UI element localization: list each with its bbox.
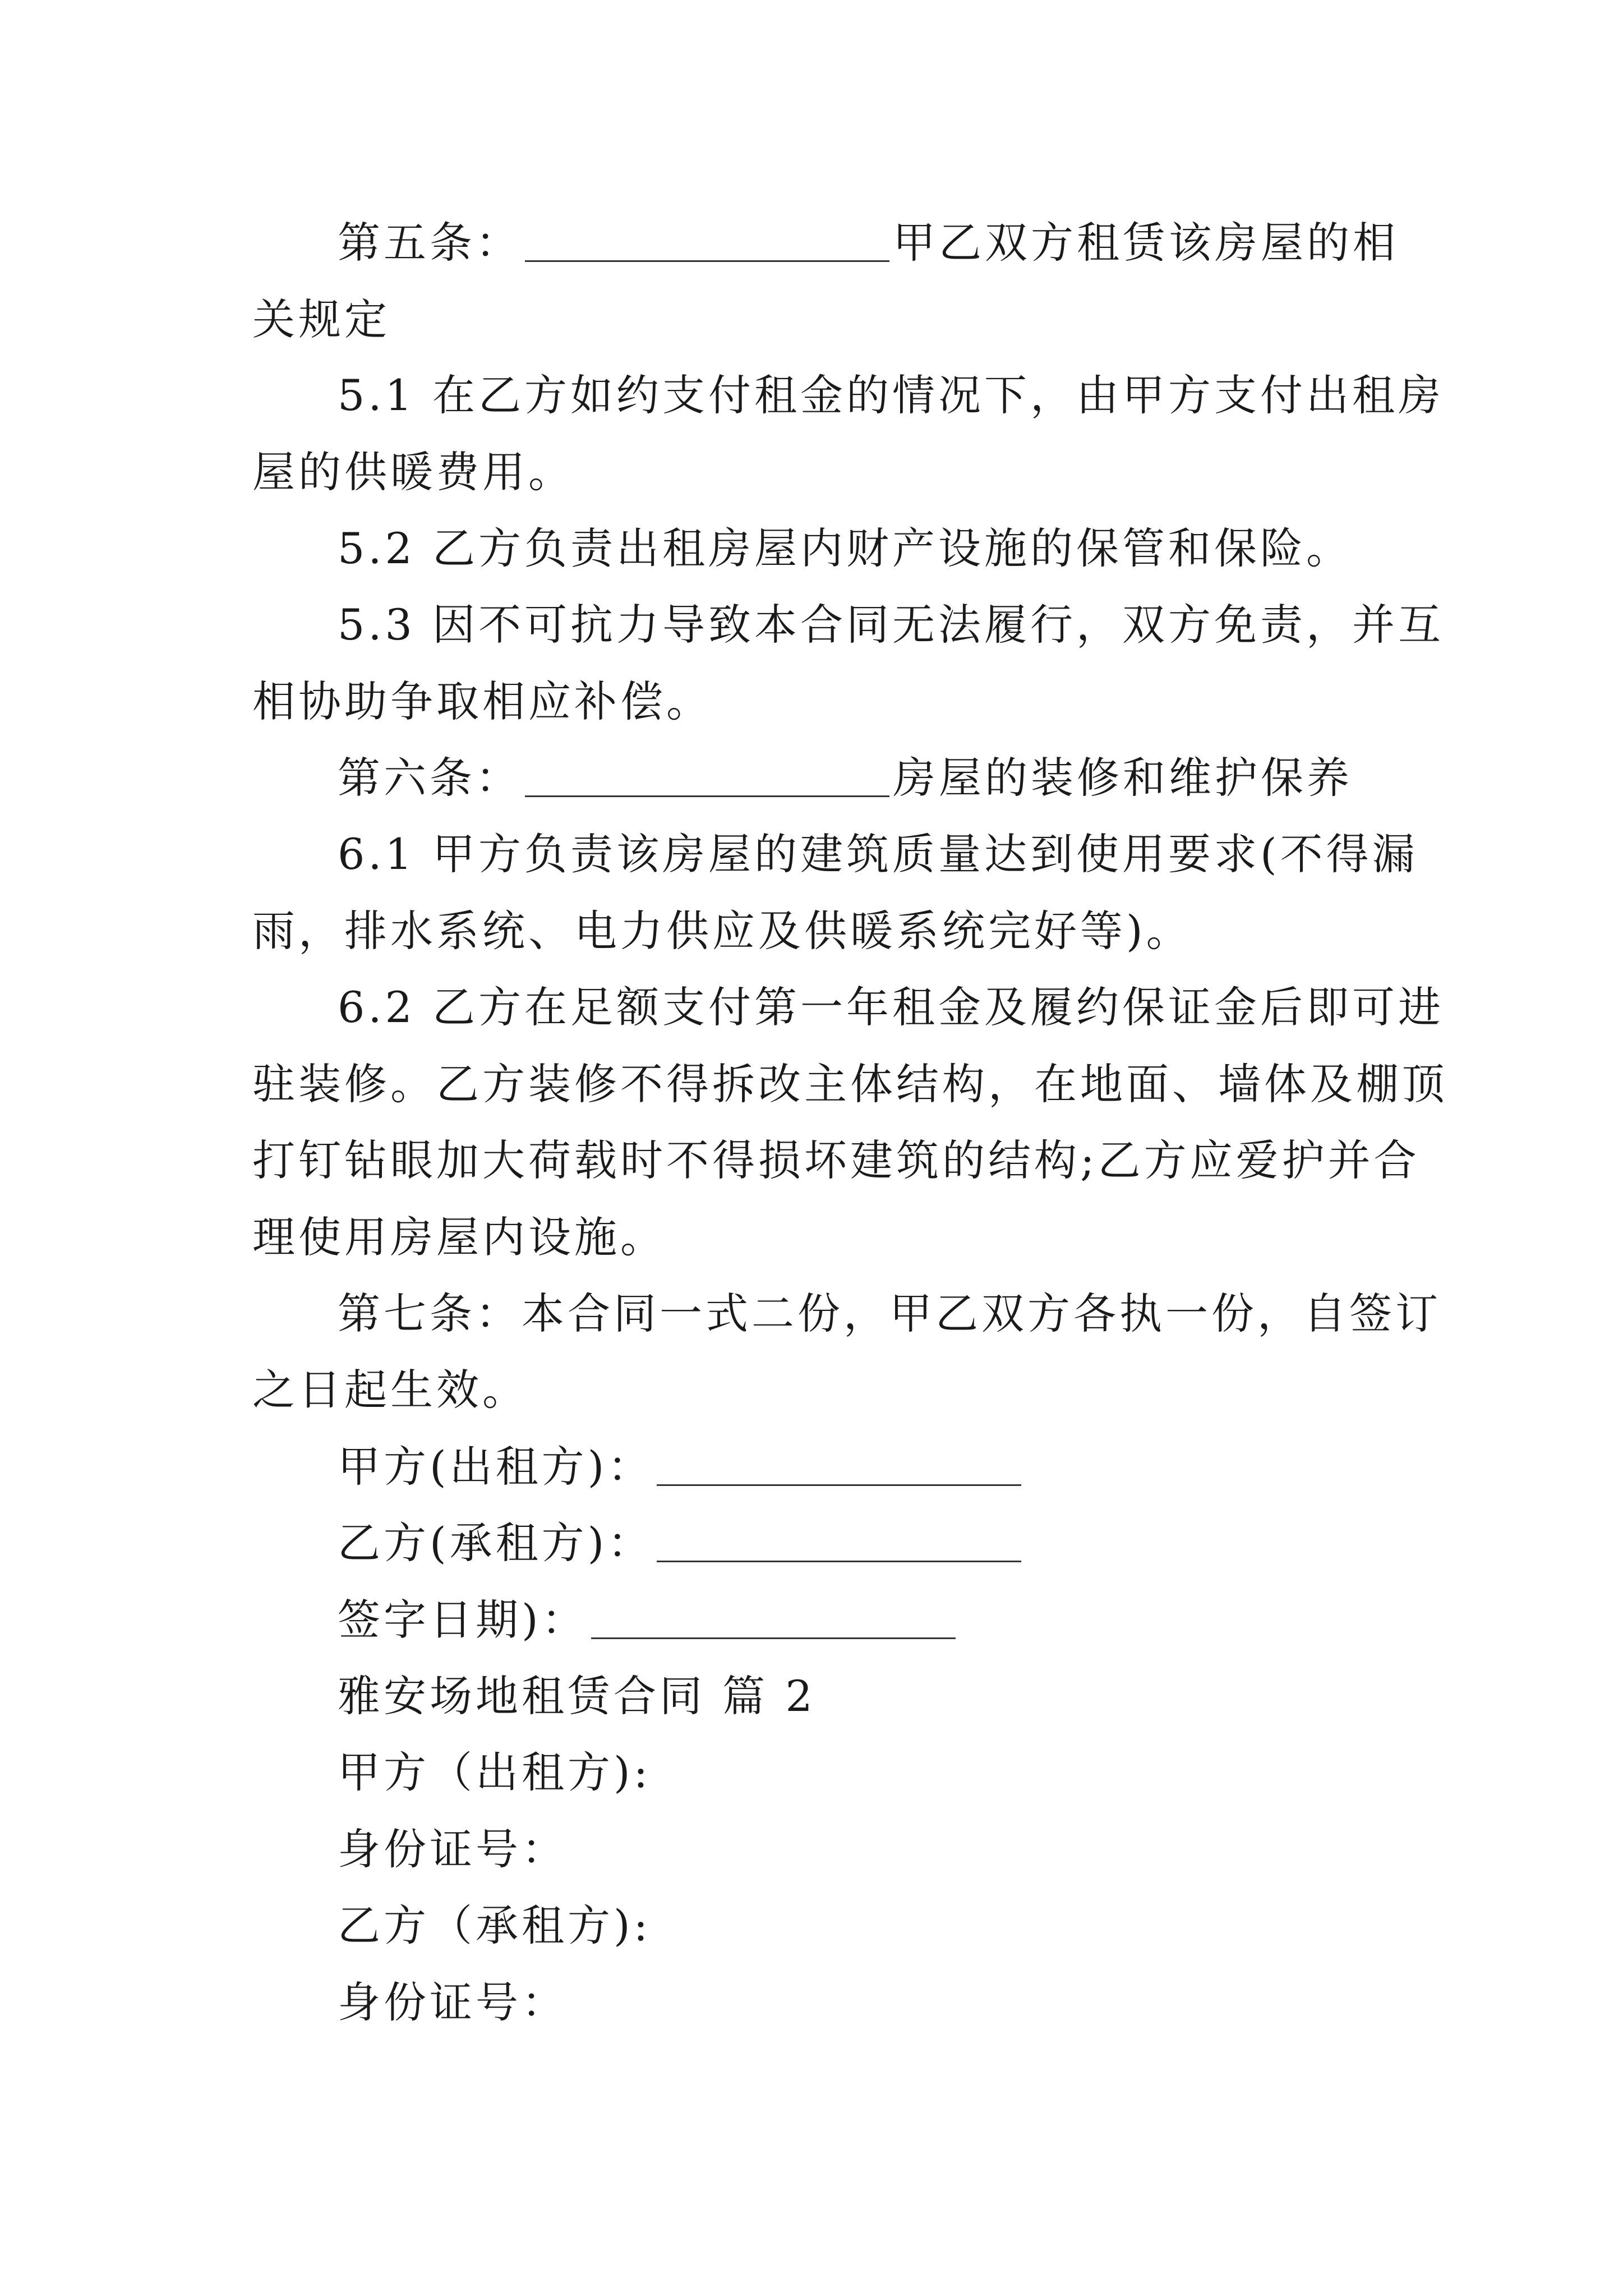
article5-p3-line2: 相协助争取相应补偿。 (252, 677, 712, 726)
article6-p2-line1: 6.2 乙方在足额支付第一年租金及履约保证金后即可进 (338, 982, 1445, 1032)
article6-p1-line2: 雨，排水系统、电力供应及供暖系统完好等)。 (252, 906, 1192, 956)
article5-title: 甲乙双方租赁该房屋的相 (893, 218, 1399, 268)
article6-label: 第六条： (338, 753, 522, 803)
party-b-blank (657, 1521, 1021, 1562)
article6-title: 房屋的装修和维护保养 (893, 753, 1353, 803)
signature-party-a (338, 1439, 1385, 1495)
article5-label: 第五条： (338, 218, 522, 268)
article6-p2-line3: 打钉钻眼加大荷载时不得损坏建筑的结构;乙方应爱护并合 (252, 1135, 1420, 1185)
article6-p2-line4: 理使用房屋内设施。 (252, 1212, 666, 1262)
party-a-blank (657, 1445, 1021, 1486)
article5-p1-line1: 5.1 在乙方如约支付租金的情况下，由甲方支付出租房 (338, 370, 1445, 420)
party-a-label: 甲方(出租方)： (338, 1442, 654, 1492)
party-b-label: 乙方(承租方)： (338, 1518, 654, 1568)
article7-line2: 之日起生效。 (252, 1365, 528, 1415)
article5-p3-line1: 5.3 因不可抗力导致本合同无法履行，双方免责，并互 (338, 600, 1445, 650)
section2-party-a: 甲方（出租方): (338, 1747, 652, 1797)
article5-blank (525, 221, 889, 262)
article5-heading-line (338, 215, 1399, 271)
article6-p1-line1: 6.1 甲方负责该房屋的建筑质量达到使用要求(不得漏 (338, 829, 1418, 879)
article7-line1: 第七条：本合同一式二份，甲乙双方各执一份，自签订 (338, 1289, 1441, 1338)
signature-party-b (338, 1515, 1385, 1571)
sign-date-label: 签字日期)： (338, 1595, 588, 1645)
section2-party-b: 乙方（承租方): (338, 1901, 652, 1950)
sign-date-blank (591, 1598, 956, 1639)
article6-blank (525, 756, 889, 797)
section2-id-a: 身份证号： (338, 1824, 568, 1874)
article6-heading-line (338, 750, 1385, 806)
article5-p2-line1: 5.2 乙方负责出租房屋内财产设施的保管和保险。 (338, 523, 1353, 573)
article5-p1-line2: 屋的供暖费用。 (252, 447, 574, 497)
signature-date (338, 1592, 1385, 1648)
article5-title-cont: 关规定 (252, 295, 390, 344)
section2-heading: 雅安场地租赁合同 篇 2 (338, 1671, 816, 1721)
section2-id-b: 身份证号： (338, 1977, 568, 2027)
article6-p2-line2: 驻装修。乙方装修不得拆改主体结构，在地面、墙体及棚顶 (252, 1059, 1448, 1109)
